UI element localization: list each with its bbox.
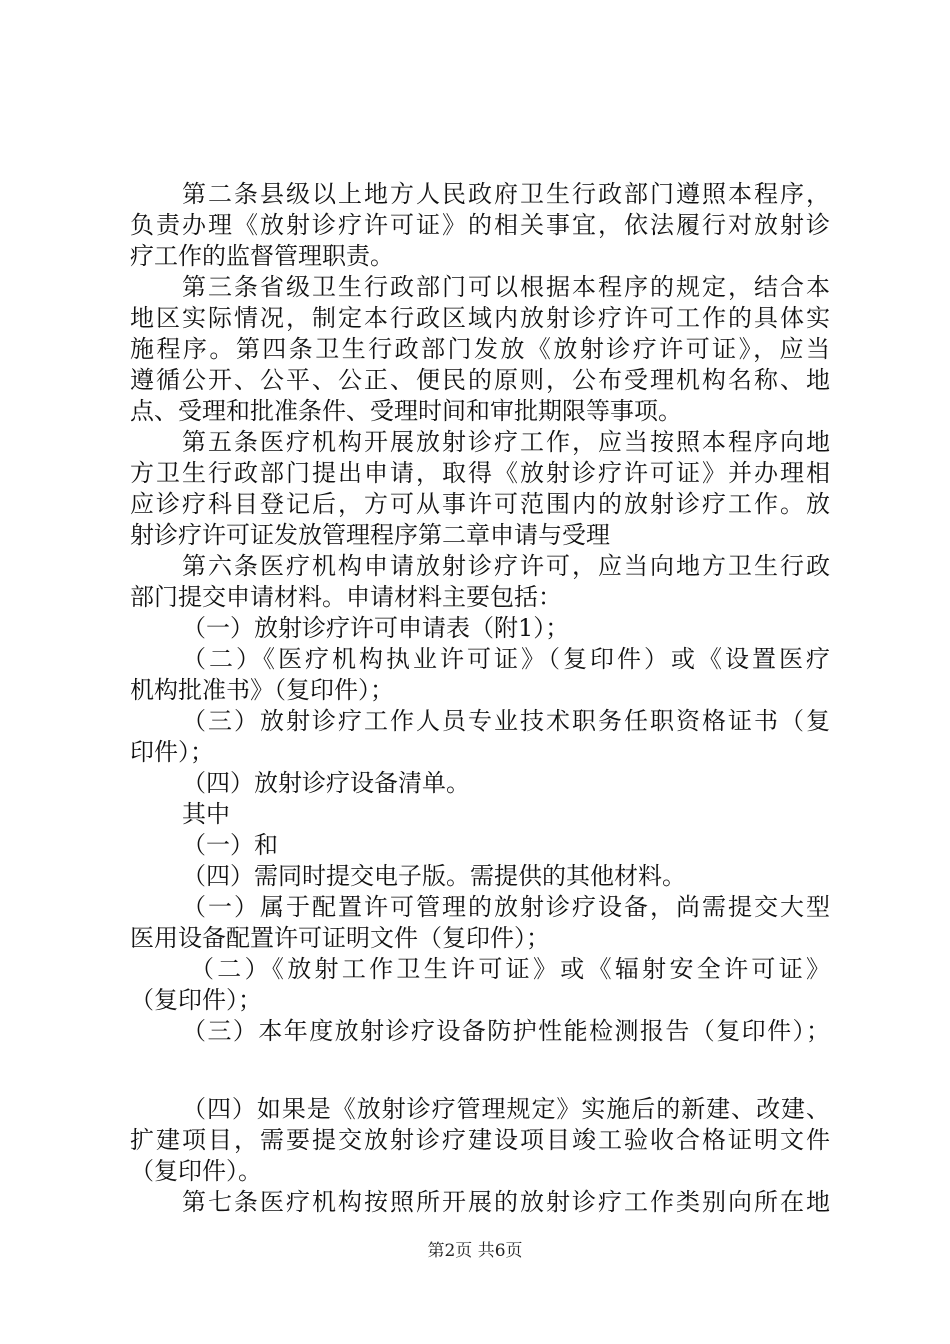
- paragraph-line: 施程序。第四条卫生行政部门发放《放射诊疗许可证》，应当: [130, 335, 830, 363]
- list-item-line: 印件）；: [130, 738, 214, 766]
- paragraph-line: 第五条医疗机构开展放射诊疗工作，应当按照本程序向地: [182, 428, 830, 456]
- paragraph-line: （四）需同时提交电子版。需提供的其他材料。: [182, 862, 686, 890]
- list-item-line: （复印件）；: [130, 986, 262, 1014]
- paragraph-line: 地区实际情况，制定本行政区域内放射诊疗许可工作的具体实: [130, 304, 830, 332]
- paragraph-line: 第三条省级卫生行政部门可以根据本程序的规定，结合本: [182, 273, 830, 301]
- paragraph-line: 点、受理和批准条件、受理时间和审批期限等事项。: [130, 397, 682, 425]
- list-item-line: （四）如果是《放射诊疗管理规定》实施后的新建、改建、: [182, 1095, 830, 1123]
- paragraph-line: 遵循公开、公平、公正、便民的原则，公布受理机构名称、地: [130, 366, 830, 394]
- list-item-line: （一）属于配置许可管理的放射诊疗设备，尚需提交大型: [182, 893, 830, 921]
- list-item-line: （三）本年度放射诊疗设备防护性能检测报告（复印件）；: [182, 1017, 830, 1045]
- paragraph-line: 方卫生行政部门提出申请，取得《放射诊疗许可证》并办理相: [130, 459, 830, 487]
- page-number-footer: 第2页 共6页: [427, 1241, 523, 1261]
- list-item-line: （三）放射诊疗工作人员专业技术职务任职资格证书（复: [182, 707, 830, 735]
- paragraph-line: 第六条医疗机构申请放射诊疗许可，应当向地方卫生行政: [182, 552, 830, 580]
- paragraph-line: 第二条县级以上地方人民政府卫生行政部门遵照本程序，: [182, 180, 830, 208]
- paragraph-line: 负责办理《放射诊疗许可证》的相关事宜，依法履行对放射诊: [130, 211, 830, 239]
- list-item-line: （二）《放射工作卫生许可证》或《辐射安全许可证》: [190, 955, 830, 983]
- list-item-line: 医用设备配置许可证明文件（复印件）；: [130, 924, 550, 952]
- list-item-line: （四）放射诊疗设备清单。: [182, 769, 470, 797]
- list-item-line: （一）放射诊疗许可申请表（附1）；: [182, 614, 570, 642]
- paragraph-line: 其中: [182, 800, 230, 828]
- paragraph-line: 疗工作的监督管理职责。: [130, 242, 394, 270]
- list-item-line: （复印件）。: [130, 1157, 262, 1185]
- paragraph-line: 射诊疗许可证发放管理程序第二章申请与受理: [130, 521, 610, 549]
- list-item-line: （二）《医疗机构执业许可证》（复印件）或《设置医疗: [182, 645, 830, 673]
- list-item-line: 扩建项目，需要提交放射诊疗建设项目竣工验收合格证明文件: [130, 1126, 830, 1154]
- paragraph-line: 应诊疗科目登记后，方可从事许可范围内的放射诊疗工作。放: [130, 490, 830, 518]
- paragraph-line: （一）和: [182, 831, 278, 859]
- paragraph-line: 部门提交申请材料。申请材料主要包括：: [130, 583, 562, 611]
- paragraph-line: 第七条医疗机构按照所开展的放射诊疗工作类别向所在地: [182, 1188, 830, 1216]
- list-item-line: 机构批准书》（复印件）；: [130, 676, 394, 704]
